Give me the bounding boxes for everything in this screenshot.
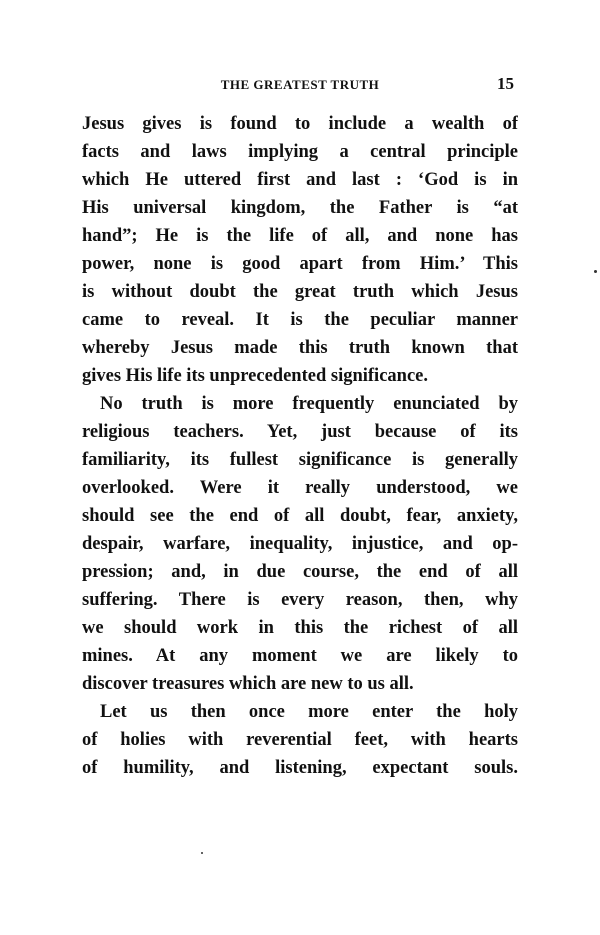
- text-line: facts and laws implying a central principle: [82, 142, 518, 162]
- text-line: mines. At any moment we are likely to: [82, 646, 518, 666]
- text-line: His universal kingdom, the Father is “at: [82, 198, 518, 218]
- body-text: [82, 110, 518, 782]
- text-line: familiarity, its fullest significance is generally: [82, 450, 518, 470]
- page-number: 15: [497, 74, 514, 93]
- text-line: overlooked. Were it really understood, we: [82, 478, 518, 498]
- text-line: No truth is more frequently enunciated by: [100, 394, 518, 414]
- text-line: religious teachers. Yet, just because of its: [82, 422, 518, 442]
- text-line: of holies with reverential feet, with hearts: [82, 730, 518, 750]
- text-line: despair, warfare, inequality, injustice, and op-: [82, 534, 518, 554]
- text-line: discover treasures which are new to us all.: [82, 674, 414, 694]
- text-line: should see the end of all doubt, fear, anxiety,: [82, 506, 518, 526]
- scan-speck: [594, 270, 597, 273]
- paragraph-2: [82, 390, 518, 698]
- text-line: whereby Jesus made this truth known that: [82, 338, 518, 358]
- text-line: we should work in this the richest of all: [82, 618, 518, 638]
- page-header: [82, 74, 518, 96]
- text-line: suffering. There is every reason, then, why: [82, 590, 518, 610]
- text-line: is without doubt the great truth which Jesus: [82, 282, 518, 302]
- text-line: Jesus gives is found to include a wealth of: [82, 114, 518, 134]
- text-line: hand”; He is the life of all, and none has: [82, 226, 518, 246]
- scan-speck: [201, 852, 203, 854]
- text-line: of humility, and listening, expectant souls.: [82, 758, 518, 778]
- text-line: came to reveal. It is the peculiar manner: [82, 310, 518, 330]
- paragraph-3: [82, 698, 518, 782]
- text-line: gives His life its unprecedented significance.: [82, 366, 428, 386]
- paragraph-1: [82, 110, 518, 390]
- text-line: Let us then once more enter the holy: [100, 702, 518, 722]
- text-line: pression; and, in due course, the end of all: [82, 562, 518, 582]
- running-title: THE GREATEST TRUTH: [220, 77, 380, 92]
- text-line: which He uttered first and last : ‘God is in: [82, 170, 518, 190]
- text-line: power, none is good apart from Him.’ This: [82, 254, 518, 274]
